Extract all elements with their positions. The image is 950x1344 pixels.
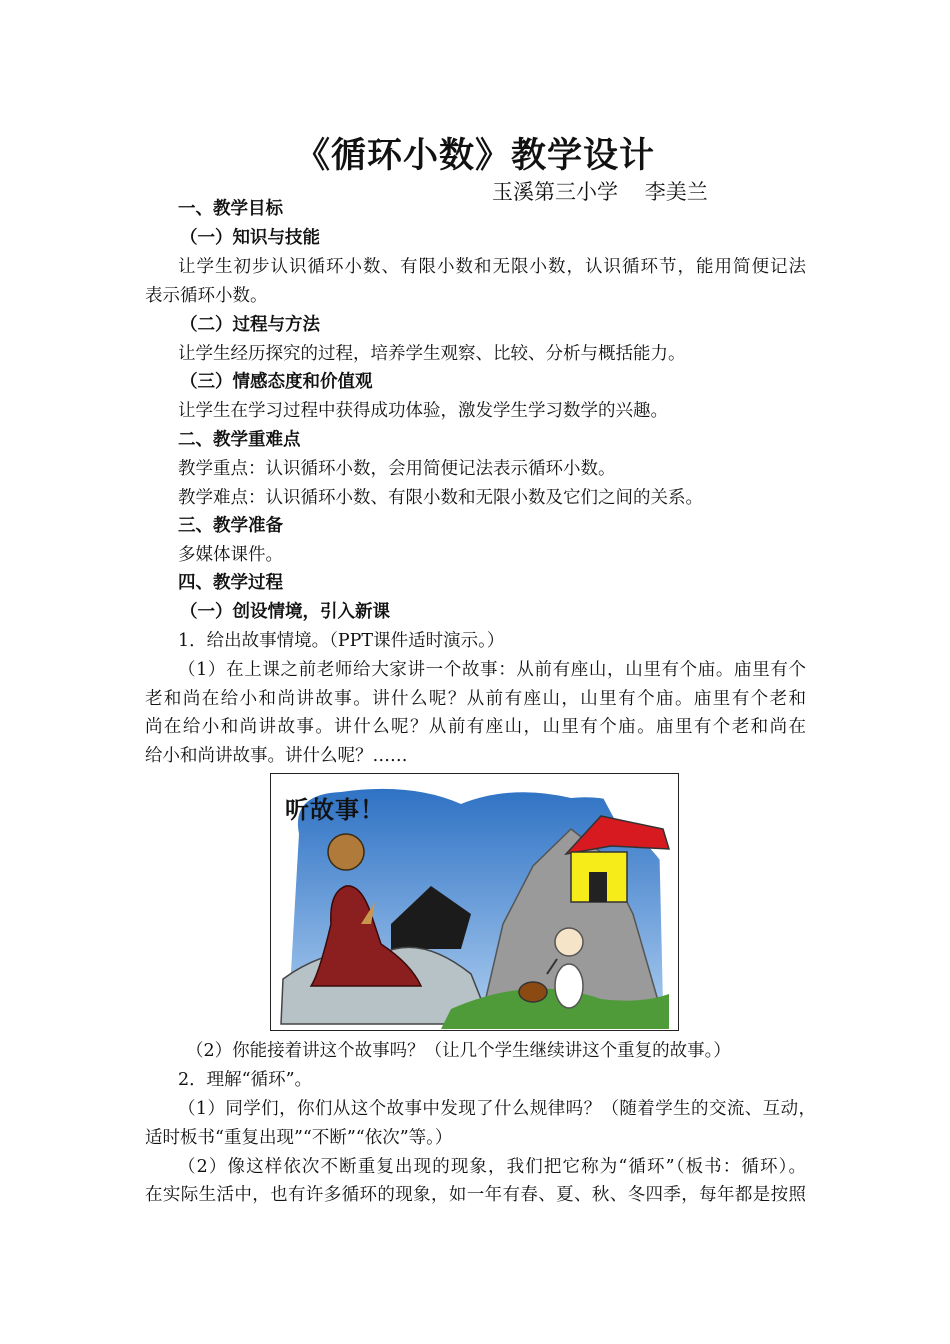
paragraph-line: 2．理解“循环”。 [178,1070,313,1090]
paragraph-line: （2）你能接着讲这个故事吗？（让几个学生继续讲这个重复的故事。） [186,1041,731,1061]
section-heading: 一、教学目标 [178,199,283,219]
paragraph-line: （1）在上课之前老师给大家讲一个故事：从前有座山，山里有个庙。庙里有个 [178,660,806,680]
paragraph-line: 让学生在学习过程中获得成功体验，激发学生学习数学的兴趣。 [178,401,668,421]
paragraph-line: 老和尚在给小和尚讲故事。讲什么呢？从前有座山，山里有个庙。庙里有个老和 [145,689,806,709]
paragraph-line: 表示循环小数。 [145,286,268,306]
paragraph-line: 多媒体课件。 [178,545,283,565]
subsection-heading: （一）创设情境，引入新课 [180,602,390,622]
section-heading: 二、教学重难点 [178,430,301,450]
section-heading: 四、教学过程 [178,573,283,593]
paragraph-line: （2）像这样依次不断重复出现的现象，我们把它称为“循环”（板书：循环）。 [178,1157,806,1177]
story-illustration [270,773,679,1031]
paragraph-line: 教学难点：认识循环小数、有限小数和无限小数及它们之间的关系。 [178,488,703,508]
document-author: 玉溪第三小学 李美兰 [492,180,708,204]
paragraph-line: 让学生经历探究的过程，培养学生观察、比较、分析与概括能力。 [178,344,686,364]
subsection-heading: （二）过程与方法 [180,315,320,335]
paragraph-line: 教学重点：认识循环小数，会用简便记法表示循环小数。 [178,459,616,479]
paragraph-line: 在实际生活中，也有许多循环的现象，如一年有春、夏、秋、冬四季，每年都是按照 [145,1185,806,1205]
paragraph-line: 让学生初步认识循环小数、有限小数和无限小数，认识循环节，能用简便记法 [178,257,806,277]
paragraph-line: 1．给出故事情境。（PPT课件适时演示。） [178,631,505,651]
paragraph-line: 尚在给小和尚讲故事。讲什么呢？从前有座山，山里有个庙。庙里有个老和尚在 [145,717,806,737]
paragraph-line: 适时板书“重复出现”“不断”“依次”等。） [145,1128,453,1148]
section-heading: 三、教学准备 [178,516,283,536]
paragraph-line: 给小和尚讲故事。讲什么呢？…… [145,746,408,766]
paragraph-line: （1）同学们，你们从这个故事中发现了什么规律吗？（随着学生的交流、互动， [178,1099,816,1119]
illustration-label: 听故事！ [285,796,385,824]
subsection-heading: （三）情感态度和价值观 [180,372,373,392]
document-title: 《循环小数》教学设计 [294,135,655,176]
subsection-heading: （一）知识与技能 [180,228,320,248]
